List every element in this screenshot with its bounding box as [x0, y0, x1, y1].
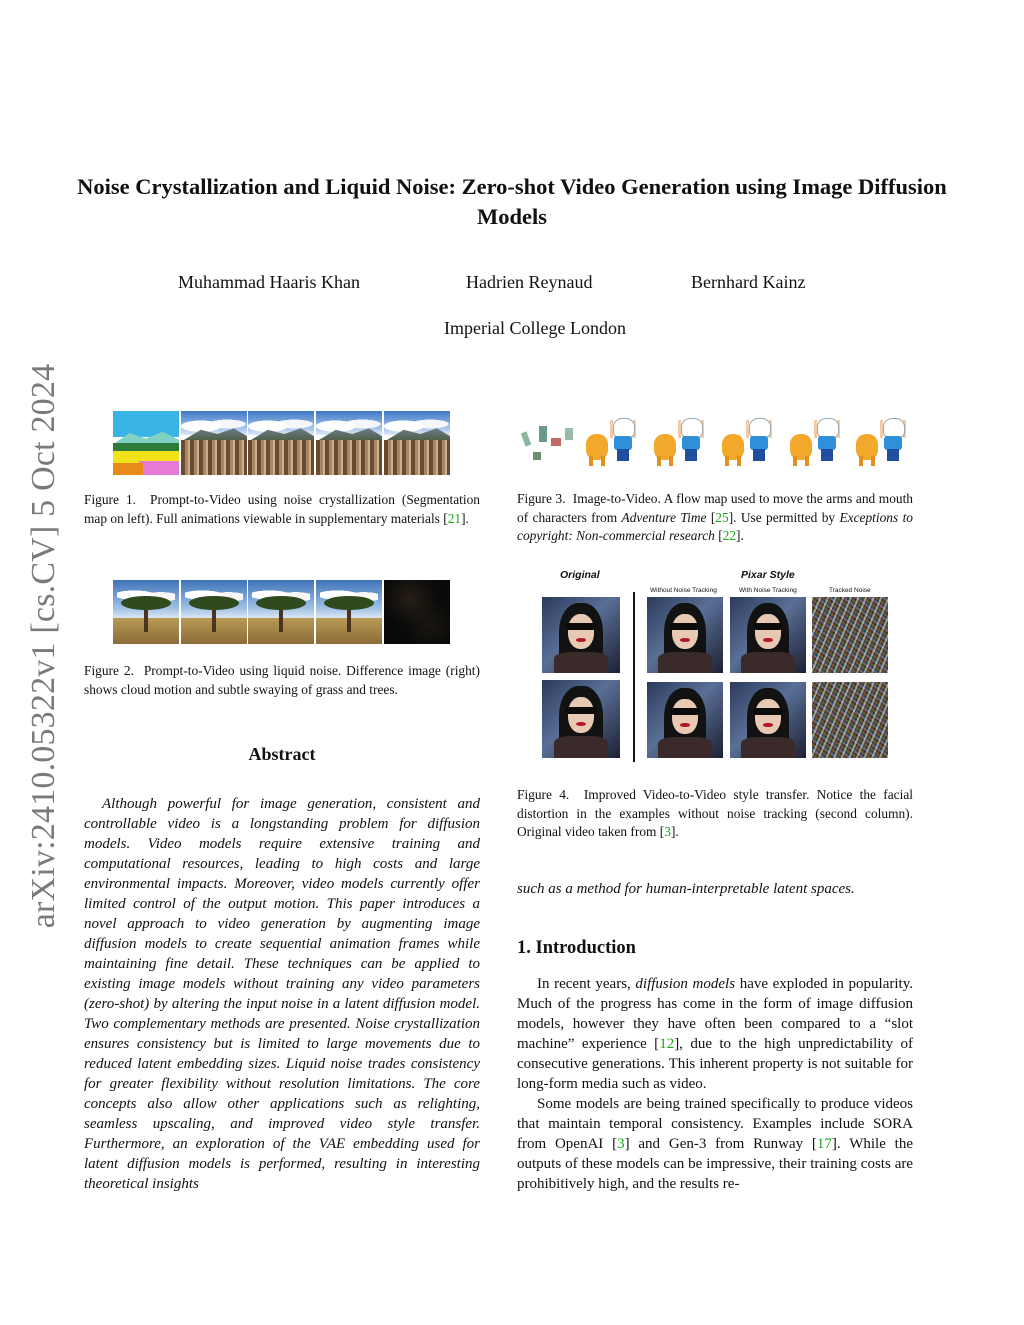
author-1: Muhammad Haaris Khan	[178, 272, 360, 292]
finn-character	[814, 418, 840, 464]
section-heading-introduction: 1. Introduction	[517, 938, 636, 958]
introduction-body	[517, 974, 913, 1194]
video-frame	[113, 580, 179, 644]
abstract-heading: Abstract	[248, 744, 316, 764]
segmentation-map-frame	[113, 411, 179, 475]
finn-character	[880, 418, 906, 464]
column-label-original: Original	[560, 569, 600, 581]
original-frame	[542, 680, 620, 758]
video-frame	[181, 580, 247, 644]
flow-map-frame	[519, 422, 581, 468]
figure-4-caption: Figure 4. Improved Video-to-Video style transfer. Notice the facial distortion in the examples without noise tracking (second column). Original video taken from [3].	[517, 787, 913, 839]
figure-2-caption: Figure 2. Prompt-to-Video using liquid noise. Difference image (right) shows cloud motion and subtle swaying of grass and trees.	[84, 663, 480, 697]
citation-link[interactable]: 25	[715, 509, 729, 525]
pixar-frame-with-tracking	[730, 597, 806, 673]
video-frame	[248, 411, 314, 475]
citation-link[interactable]: 3	[617, 1136, 625, 1152]
video-frame	[181, 411, 247, 475]
finn-character	[678, 418, 704, 464]
citation-link[interactable]: 17	[816, 1136, 832, 1152]
citation-link[interactable]: 3	[664, 824, 671, 839]
original-frame	[542, 597, 620, 673]
paper-title: Noise Crystallization and Liquid Noise: Zero-shot Video Generation using Image Diffusion Models	[77, 174, 947, 229]
jake-character	[720, 428, 746, 466]
author-2: Hadrien Reynaud	[466, 272, 593, 292]
subcolumn-label-tracked: Tracked Noise	[829, 587, 871, 594]
jake-character	[788, 428, 814, 466]
author-3: Bernhard Kainz	[691, 272, 806, 292]
video-frame	[316, 411, 382, 475]
finn-character	[746, 418, 772, 464]
difference-image-frame	[384, 580, 450, 644]
pixar-frame-without-tracking	[647, 597, 723, 673]
video-frame	[316, 580, 382, 644]
subcolumn-label-without: Without Noise Tracking	[650, 587, 717, 594]
abstract-continuation: such as a method for human-interpretable latent spaces.	[517, 881, 855, 897]
tracked-noise-frame	[812, 682, 888, 758]
citation-link[interactable]: 21	[447, 510, 462, 526]
video-frame	[248, 580, 314, 644]
column-divider	[633, 592, 635, 762]
paragraph: In recent years, diffusion models have exploded in popularity. Much of the progress has come in the form of image diffusion models, however they have often been compared to a “slot machine” experience [12], due to the high unpredictability of consecutive generations. This inherent property is not suitable for long-form media such as video.	[517, 976, 914, 1092]
video-frame	[384, 411, 450, 475]
pixar-frame-with-tracking	[730, 682, 806, 758]
abstract-text: Although powerful for image generation, consistent and controllable video is a longstanding problem for diffusion models. Video models require extensive training and computational resources, leading to high costs and large environmental impacts. Moreover, video models currently offer limited control of the output motion. This paper introduces a novel approach to video generation by augmenting image diffusion models to create sequential animation frames while maintaining fine detail. These techniques can be applied to existing image models without training any video parameters (zero-shot) by altering the input noise in a latent diffusion model. Two complementary methods are presented. Noise crystallization ensures consistency but is limited to large movements due to reduced latent embedding sizes. Liquid noise trades consistency for greater flexibility without resolution limitations. The core concepts also allow other applications such as relighting, seamless upscaling, and improved video style transfer. Furthermore, an exploration of the VAE embedding used for latent diffusion models is performed, resulting in interesting theoretical insights	[84, 796, 480, 1192]
jake-character	[584, 428, 610, 466]
figure-3-caption: Figure 3. Image-to-Video. A flow map used to move the arms and mouth of characters from Adventure Time [25]. Use permitted by Exceptions to copyright: Non-commercial research [22].	[517, 491, 914, 543]
arxiv-identifier: arXiv:2410.05322v1 [cs.CV] 5 Oct 2024	[25, 363, 62, 929]
paragraph: Some models are being trained specifically to produce videos that maintain temporal consistency. Examples include SORA from OpenAI [3] and Gen-3 from Runway [17]. While the outputs of these models can be impressive, their training costs are prohibitively high, and the results re-	[517, 1096, 913, 1192]
affiliation: Imperial College London	[444, 318, 626, 338]
jake-character	[854, 428, 880, 466]
citation-link[interactable]: 12	[659, 1036, 675, 1052]
column-label-pixar: Pixar Style	[741, 569, 795, 581]
jake-character	[652, 428, 678, 466]
figure-1-caption: Figure 1. Prompt-to-Video using noise crystallization (Segmentation map on left). Full animations viewable in supplementary materials [21].	[84, 492, 480, 526]
finn-character	[610, 418, 636, 464]
citation-link[interactable]: 22	[722, 528, 737, 543]
pixar-frame-without-tracking	[647, 682, 723, 758]
tracked-noise-frame	[812, 597, 888, 673]
subcolumn-label-with: With Noise Tracking	[739, 587, 797, 594]
